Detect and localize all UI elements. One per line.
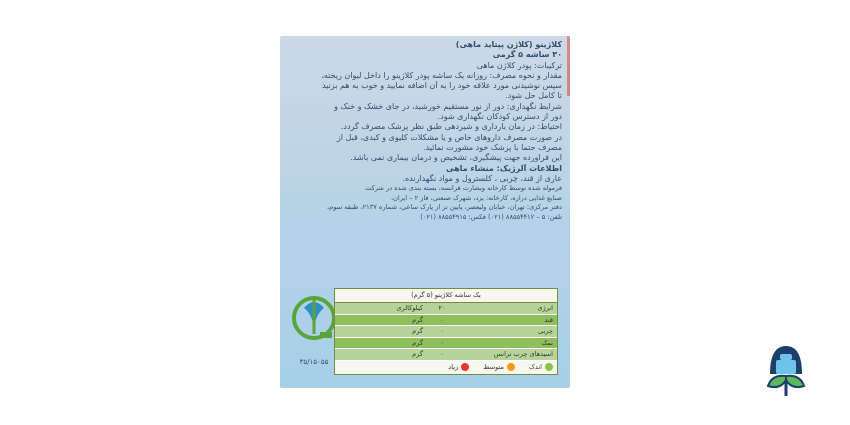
label-line: تا کامل حل شود.: [505, 91, 562, 101]
nutrition-table: [334, 288, 558, 375]
low-dot-icon: [545, 363, 553, 371]
label-line: عاری از قند، چربی ، کلسترول و مواد نگهدارنده.: [402, 173, 562, 183]
health-seal-icon: [290, 288, 338, 354]
nutrition-header: یک ساشه کلاژینو (۵ گرم): [335, 289, 557, 303]
nutrient-value: ۰: [440, 315, 444, 324]
nutrient-name: قند: [544, 315, 553, 324]
label-line: مقدار و نحوه مصرف: روزانه یک ساشه پودر کلاژینو را داخل لیوان ریخته،: [321, 70, 562, 80]
legend-medium-label: متوسط: [483, 362, 504, 371]
label-line: کلاژینو (کلاژن پپتاید ماهی): [455, 40, 562, 49]
label-line-small: صنایع غذایی درازه، کارخانه: یزد، شهرک صنعتی، فاز ۲ – ایران،: [390, 193, 562, 202]
nutrient-unit: گرم: [412, 350, 423, 359]
label-line-small: تلفن: ۵ – ۸۸۵۵۴۴۱۲ (۰۲۱) فکس: ۸۸۵۵۴۹۱۵ (۰۲۱): [420, 212, 562, 221]
nutrition-row: [335, 303, 557, 315]
nutrient-value: ۰: [440, 338, 444, 347]
product-package: [280, 36, 570, 388]
nutrition-row: [335, 338, 557, 350]
label-line: ۳۰ ساشه ۵ گرمی: [492, 50, 562, 60]
nutrient-unit: گرم: [412, 315, 423, 324]
nutrient-name: اسیدهای چرب ترانس: [493, 350, 553, 359]
nutrient-value: ۰: [440, 350, 444, 359]
nutrition-row: [335, 315, 557, 327]
label-line: اطلاعات آلرژیک: منشاء ماهی: [446, 163, 562, 173]
label-line-small: دفتر مرکزی: تهران، خیابان ولیعصر، پایین تر از پارک ساعی، شماره ۲۱۳۷، طبقه سوم،: [327, 203, 562, 212]
legend-low-label: اندک: [528, 362, 542, 371]
legend-high: [448, 361, 469, 374]
nutrient-unit: کیلوکالری: [396, 304, 423, 312]
label-line: احتیاط: در زمان بارداری و شیردهی طبق نظر پزشک مصرف گردد.: [340, 122, 562, 132]
label-line: در صورت مصرف داروهای خاص و یا مشکلات کلیوی و کبدی، قبل از: [336, 132, 562, 142]
nutrition-row: [335, 326, 557, 338]
nutrient-unit: گرم: [412, 327, 423, 336]
nutrition-legend: [335, 361, 557, 374]
nutrient-name: نمک: [541, 338, 553, 347]
label-line: این فراورده جهت پیشگیری، تشخیص و درمان بیماری نمی باشد.: [350, 153, 562, 163]
nutrient-value: ۰: [440, 327, 444, 336]
watermark-logo-icon: [762, 340, 810, 400]
seal-code: ۳۵/۱۵۰۵۵: [299, 358, 329, 366]
medium-dot-icon: [507, 363, 515, 371]
label-text-block: [288, 40, 562, 292]
label-line: ترکیبات: پودر کلاژن ماهی: [476, 60, 562, 70]
nutrient-unit: گرم: [412, 338, 423, 347]
label-line: دور از دسترس کودکان نگهداری شود.: [437, 112, 562, 122]
nutrient-name: انرژی: [537, 304, 553, 312]
nutrition-row: [335, 349, 557, 361]
legend-high-label: زیاد: [448, 362, 459, 371]
label-line-small: فرموله شده توسط کارخانه وبشارت فرانسه، بسته بندی شده در شرکت: [365, 184, 562, 193]
label-line: شرایط نگهداری: دور از نور مستقیم خورشید، در جای خشک و خنک و: [334, 101, 562, 111]
package-edge: [567, 36, 570, 96]
health-seal: [290, 288, 338, 372]
label-line: سپس نوشیدنی مورد علاقه خود را به آن اضافه نمایید و خوب به هم بزنید: [321, 81, 562, 91]
watermark-logo: [762, 340, 810, 400]
legend-medium: [483, 361, 515, 374]
legend-low: [529, 361, 553, 374]
nutrient-value: ۲۰: [438, 304, 446, 312]
nutrient-name: چربی: [537, 327, 553, 336]
high-dot-icon: [461, 363, 469, 371]
label-line: مصرف حتما با پزشک خود مشورت نمائید.: [422, 142, 562, 152]
